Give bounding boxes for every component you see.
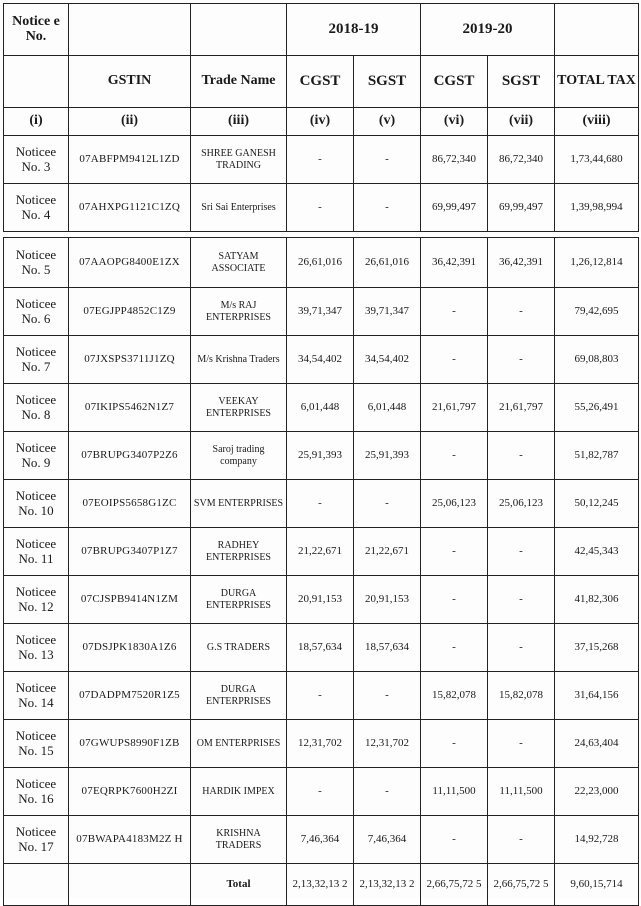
- total-label: Total: [191, 864, 287, 906]
- table-row: [4, 184, 639, 232]
- trade-name-cell: Saroj trading company: [191, 432, 287, 480]
- sgst-2018-19-cell: 7,46,364: [354, 816, 421, 864]
- gstin-cell: 07DSJPK1830A1Z6: [69, 624, 191, 672]
- notice-cell: Noticee No. 9: [4, 432, 69, 480]
- sgst-2018-19-cell: 6,01,448: [354, 384, 421, 432]
- sgst-2018-19-cell: -: [354, 768, 421, 816]
- sgst-2019-20-cell: 15,82,078: [488, 672, 555, 720]
- notice-cell: Noticee No. 13: [4, 624, 69, 672]
- trade-name-cell: HARDIK IMPEX: [191, 768, 287, 816]
- total-tax-cell: 37,15,268: [555, 624, 639, 672]
- gstin-cell: 07IKIPS5462N1Z7: [69, 384, 191, 432]
- notice-cell: Noticee No. 7: [4, 336, 69, 384]
- cgst-2019-20-cell: 69,99,497: [421, 184, 488, 232]
- total-tax-cell: 24,63,404: [555, 720, 639, 768]
- notice-cell: Noticee No. 14: [4, 672, 69, 720]
- gstin-cell: 07CJSPB9414N1ZM: [69, 576, 191, 624]
- cgst-2019-20-cell: 86,72,340: [421, 136, 488, 184]
- sgst-2018-19-cell: 12,31,702: [354, 720, 421, 768]
- notice-cell: Noticee No. 5: [4, 238, 69, 288]
- notice-cell: Noticee No. 3: [4, 136, 69, 184]
- trade-name-cell: SATYAM ASSOCIATE: [191, 238, 287, 288]
- cgst-2018-19-cell: 25,91,393: [287, 432, 354, 480]
- table-row: [4, 720, 639, 768]
- gstin-cell: 07JXSPS3711J1ZQ: [69, 336, 191, 384]
- trade-name-cell: G.S TRADERS: [191, 624, 287, 672]
- total-tax-cell: 69,08,803: [555, 336, 639, 384]
- cgst-2018-19-cell: 7,46,364: [287, 816, 354, 864]
- sgst-2018-19-cell: 39,71,347: [354, 288, 421, 336]
- total-sgst-2019-20: 2,66,75,72 5: [488, 864, 555, 906]
- sgst-2019-20-cell: 21,61,797: [488, 384, 555, 432]
- sgst-2018-19-cell: 26,61,016: [354, 238, 421, 288]
- cgst-2018-19-cell: -: [287, 672, 354, 720]
- table-row: [4, 136, 639, 184]
- year-2018-19-header: 2018-19: [287, 4, 421, 56]
- cgst-2018-19-cell: -: [287, 480, 354, 528]
- cgst-2018-19-cell: 39,71,347: [287, 288, 354, 336]
- trade-name-cell: Sri Sai Enterprises: [191, 184, 287, 232]
- sgst-2019-20-cell: 36,42,391: [488, 238, 555, 288]
- sgst-2019-20-cell: -: [488, 432, 555, 480]
- empty-header-cell: [191, 4, 287, 56]
- sgst-2018-19-header: SGST: [354, 56, 421, 108]
- gstin-cell: 07AAOPG8400E1ZX: [69, 238, 191, 288]
- notice-cell: Noticee No. 17: [4, 816, 69, 864]
- table-row: [4, 336, 639, 384]
- cgst-2019-20-cell: -: [421, 432, 488, 480]
- cgst-2019-20-cell: 11,11,500: [421, 768, 488, 816]
- cgst-2018-19-cell: 34,54,402: [287, 336, 354, 384]
- year-2019-20-header: 2019-20: [421, 4, 555, 56]
- sgst-2018-19-cell: 34,54,402: [354, 336, 421, 384]
- tax-table-part-1: [3, 3, 639, 232]
- gstin-cell: 07BRUPG3407P2Z6: [69, 432, 191, 480]
- trade-name-cell: KRISHNA TRADERS: [191, 816, 287, 864]
- table-row: [4, 672, 639, 720]
- cgst-2019-20-cell: -: [421, 288, 488, 336]
- cgst-2019-20-cell: -: [421, 528, 488, 576]
- cgst-2019-20-cell: -: [421, 336, 488, 384]
- trade-name-cell: SVM ENTERPRISES: [191, 480, 287, 528]
- sgst-2019-20-cell: -: [488, 720, 555, 768]
- table-row: [4, 768, 639, 816]
- notice-cell: Noticee No. 6: [4, 288, 69, 336]
- cgst-2018-19-cell: -: [287, 184, 354, 232]
- roman-numeral-row: [4, 108, 639, 136]
- gstin-header: GSTIN: [69, 56, 191, 108]
- total-tax-cell: 1,73,44,680: [555, 136, 639, 184]
- sgst-2018-19-cell: 20,91,153: [354, 576, 421, 624]
- gstin-cell: 07BRUPG3407P1Z7: [69, 528, 191, 576]
- cgst-2019-20-cell: -: [421, 720, 488, 768]
- trade-name-cell: VEEKAY ENTERPRISES: [191, 384, 287, 432]
- total-tax-cell: 55,26,491: [555, 384, 639, 432]
- sgst-2019-20-cell: -: [488, 576, 555, 624]
- sgst-2019-20-cell: -: [488, 336, 555, 384]
- cgst-2018-19-cell: 26,61,016: [287, 238, 354, 288]
- cgst-2019-20-cell: -: [421, 624, 488, 672]
- trade-name-cell: M/s Krishna Traders: [191, 336, 287, 384]
- sgst-2019-20-cell: -: [488, 624, 555, 672]
- total-cgst-2019-20: 2,66,75,72 5: [421, 864, 488, 906]
- cgst-2018-19-cell: 20,91,153: [287, 576, 354, 624]
- cgst-2018-19-cell: -: [287, 136, 354, 184]
- total-tax-cell: 79,42,695: [555, 288, 639, 336]
- cgst-2018-19-header: CGST: [287, 56, 354, 108]
- total-tax-cell: 41,82,306: [555, 576, 639, 624]
- sgst-2019-20-cell: 11,11,500: [488, 768, 555, 816]
- sgst-2019-20-cell: -: [488, 528, 555, 576]
- gstin-cell: 07GWUPS8990F1ZB: [69, 720, 191, 768]
- total-sgst-2018-19: 2,13,32,13 2: [354, 864, 421, 906]
- total-tax-cell: 42,45,343: [555, 528, 639, 576]
- gstin-cell: 07DADPM7520R1Z5: [69, 672, 191, 720]
- total-cgst-2018-19: 2,13,32,13 2: [287, 864, 354, 906]
- sgst-2018-19-cell: 21,22,671: [354, 528, 421, 576]
- header-row-years: [4, 4, 639, 56]
- sgst-2019-20-cell: -: [488, 816, 555, 864]
- notice-cell: Noticee No. 16: [4, 768, 69, 816]
- cgst-2019-20-cell: -: [421, 576, 488, 624]
- total-tax-cell: 50,12,245: [555, 480, 639, 528]
- total-tax-cell: 31,64,156: [555, 672, 639, 720]
- gstin-cell: 07ABFPM9412L1ZD: [69, 136, 191, 184]
- total-tax-header: TOTAL TAX: [555, 56, 639, 108]
- notice-cell: Noticee No. 12: [4, 576, 69, 624]
- trade-name-cell: DURGA ENTERPRISES: [191, 672, 287, 720]
- empty-header-cell: [4, 56, 69, 108]
- sgst-2018-19-cell: 25,91,393: [354, 432, 421, 480]
- gstin-cell: 07EOIPS5658G1ZC: [69, 480, 191, 528]
- gstin-cell: 07BWAPA4183M2Z H: [69, 816, 191, 864]
- cgst-2019-20-cell: 21,61,797: [421, 384, 488, 432]
- sgst-2018-19-cell: -: [354, 480, 421, 528]
- gstin-cell: 07AHXPG1121C1ZQ: [69, 184, 191, 232]
- table-row: [4, 624, 639, 672]
- sgst-2019-20-header: SGST: [488, 56, 555, 108]
- sgst-2019-20-cell: 86,72,340: [488, 136, 555, 184]
- total-row: [4, 864, 639, 906]
- notice-cell: Noticee No. 10: [4, 480, 69, 528]
- cgst-2018-19-cell: 6,01,448: [287, 384, 354, 432]
- cgst-2018-19-cell: 21,22,671: [287, 528, 354, 576]
- sgst-2018-19-cell: -: [354, 672, 421, 720]
- total-tax-cell: 1,39,98,994: [555, 184, 639, 232]
- trade-name-cell: M/s RAJ ENTERPRISES: [191, 288, 287, 336]
- header-row-columns: [4, 56, 639, 108]
- total-tax-cell: 22,23,000: [555, 768, 639, 816]
- column-number: (iii): [191, 108, 287, 136]
- table-row: [4, 480, 639, 528]
- table-row: [4, 238, 639, 288]
- column-number: (vi): [421, 108, 488, 136]
- notice-no-header: Notice e No.: [4, 4, 69, 56]
- column-number: (v): [354, 108, 421, 136]
- cgst-2018-19-cell: -: [287, 768, 354, 816]
- empty-cell: [69, 864, 191, 906]
- table-row: [4, 576, 639, 624]
- cgst-2018-19-cell: 18,57,634: [287, 624, 354, 672]
- trade-name-cell: OM ENTERPRISES: [191, 720, 287, 768]
- notice-cell: Noticee No. 11: [4, 528, 69, 576]
- sgst-2019-20-cell: -: [488, 288, 555, 336]
- notice-cell: Noticee No. 15: [4, 720, 69, 768]
- trade-name-cell: RADHEY ENTERPRISES: [191, 528, 287, 576]
- empty-header-cell: [69, 4, 191, 56]
- cgst-2019-20-cell: 36,42,391: [421, 238, 488, 288]
- cgst-2019-20-cell: 15,82,078: [421, 672, 488, 720]
- cgst-2018-19-cell: 12,31,702: [287, 720, 354, 768]
- gstin-cell: 07EGJPP4852C1Z9: [69, 288, 191, 336]
- table-row: [4, 816, 639, 864]
- table-row: [4, 528, 639, 576]
- sgst-2018-19-cell: -: [354, 136, 421, 184]
- grand-total-tax: 9,60,15,714: [555, 864, 639, 906]
- tax-table-part-2: [3, 237, 639, 906]
- column-number: (viii): [555, 108, 639, 136]
- gstin-cell: 07EQRPK7600H2ZI: [69, 768, 191, 816]
- empty-cell: [4, 864, 69, 906]
- notice-cell: Noticee No. 4: [4, 184, 69, 232]
- total-tax-cell: 14,92,728: [555, 816, 639, 864]
- sgst-2018-19-cell: 18,57,634: [354, 624, 421, 672]
- empty-header-cell: [555, 4, 639, 56]
- sgst-2019-20-cell: 69,99,497: [488, 184, 555, 232]
- trade-name-cell: DURGA ENTERPRISES: [191, 576, 287, 624]
- column-number: (vii): [488, 108, 555, 136]
- notice-cell: Noticee No. 8: [4, 384, 69, 432]
- table-row: [4, 288, 639, 336]
- trade-name-cell: SHREE GANESH TRADING: [191, 136, 287, 184]
- sgst-2018-19-cell: -: [354, 184, 421, 232]
- sgst-2019-20-cell: 25,06,123: [488, 480, 555, 528]
- cgst-2019-20-cell: 25,06,123: [421, 480, 488, 528]
- cgst-2019-20-header: CGST: [421, 56, 488, 108]
- cgst-2019-20-cell: -: [421, 816, 488, 864]
- column-number: (iv): [287, 108, 354, 136]
- total-tax-cell: 1,26,12,814: [555, 238, 639, 288]
- table-row: [4, 432, 639, 480]
- column-number: (i): [4, 108, 69, 136]
- total-tax-cell: 51,82,787: [555, 432, 639, 480]
- trade-name-header: Trade Name: [191, 56, 287, 108]
- table-row: [4, 384, 639, 432]
- column-number: (ii): [69, 108, 191, 136]
